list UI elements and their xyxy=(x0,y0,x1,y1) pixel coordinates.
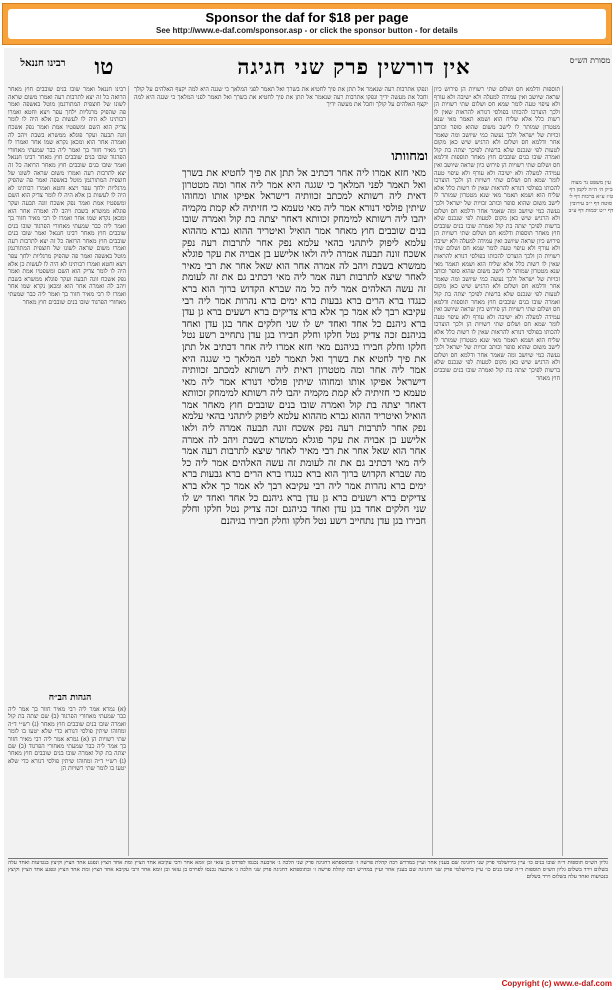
bottom-notes xyxy=(8,860,608,964)
right-commentary xyxy=(434,86,560,856)
commentary-header: רבינו חננאל xyxy=(20,58,66,69)
sponsor-banner[interactable] xyxy=(2,3,612,45)
bottom-notes-text: גליון הש״ס תוספות ד״ה שובו בנים כו׳ עיין בירושלמי פרק שני דחגיגה שם בענין אחר ועיין במדרש רבה קהלת פרשה ז׳ ובתוספתא דחגיגה פרק שני הלכה ג׳ ארבעה נכנסו לפרדס בן עזאי ובן זומא אחר ורבי עקיבא אחד הציץ ומת אחד הציץ ונפגע אחד הציץ וקיצץ בנטיעות ואחד עלה בשלום וירד בשלום xyxy=(8,860,608,873)
sponsor-title[interactable]: Sponsor the daf for $18 per page xyxy=(205,10,409,25)
right-commentary-text: תוספות ודלמא חס ושלום שתי רשויות הן פירוש כיון שראה שיושב ואין עמידה למעלה ולא ישיבה ולא עורף ולא עיפוי טעה לומר שמא חס ושלום שתי רשויות הן ולכך הוצרכו להכותו בפולסי דנורא להראות שאין לו רשות כלל אלא שליח הוא ושמא תאמר מאי שנא מטטרון שמותר לו לישב משום שהוא סופר וכותב זכויות של ישראל ולכך נעשה כמי שיושב ומה שאמר אחר ודלמא חס ושלום ולא הרגיש שיש כאן מקום לטעות לפי שנכנס שלא ברשות לפיכך יצתה בת קול ואמרה שובו בנים שובבים חוץ מאחר xyxy=(434,86,560,162)
gemara-text-body: מאי חזא אמרו ליה אחר דכתיב אל תתן את פיך לחטיא את בשרך ואל תאמר לפני המלאך כי שגגה היא אמר ליה אחר ומה מטטרון דאית ליה רשותא למכתב זכוותיה דישראל אפיקו אותו ומחוהו שיתין פולסי דנורא אמר ליה מאי טעמא כי חזיתיה לא קמת מקמיה יהבו ליה רשותא למימחק זכוותא דאחר יצתה בת קול ואמרה שובו בנים שובבים חוץ מאחר אמר הואיל ואיטריד ההוא גברא מההוא עלמא ליפוק ליתהני בהאי עלמא נפק אחר לתרבות רעה נפק אשכח זונה תבעה אמרה ליה ולאו אלישע בן אבויה את עקר פוגלא ממשרא בשבת ויהב לה אמרה אחר הוא שאל אחר את רבי מאיר לאחר שיצא לתרבות רעה אמר ליה מאי דכתיב גם את זה לעומת זה עשה האלהים אמר ליה כל מה שברא הקדוש ברוך הוא ברא כנגדו ברא הרים ברא גבעות ברא ימים ברא נהרות אמר ליה רבי עקיבא רבך לא אמר כך אלא ברא צדיקים ברא רשעים ברא גן עדן ברא גיהנם כל אחד ואחד יש לו שני חלקים אחד בגן עדן ואחד בגיהנם זכה צדיק נטל חלקו וחלק חבירו בגן עדן נתחייב רשע נטל חלקו וחלק חבירו בגיהנם xyxy=(182,168,426,353)
gloss-text-body-continued: (א) גמרא אמר ליה רבי מאיר חזור בך אמר ליה כבר שמעתי מאחורי הפרגוד (ב) שם יצתה בת קול ואמרה שובו בנים שובבים חוץ מאחר (ג) רש״י ד״ה ומחוהו שיתין פולסי דנורא כדי שלא יטעו בו לומר שתי רשויות הן xyxy=(8,735,126,773)
copyright-link[interactable]: Copyright (c) www.e-daf.com xyxy=(501,979,612,988)
margin-references: עין משפט נר מצוה ב״ק ה׳ ה״ה לקמן דף ט״ז ע״א ברכות דף ל׳ סוטה דף י״ב עירובין דף י״ט יבמות דף ע״ב xyxy=(568,180,614,214)
column-divider xyxy=(432,86,433,856)
page-title: אין דורשין פרק שני חגיגה xyxy=(237,54,471,79)
gloss-title: הגהות הב״ח xyxy=(48,693,92,703)
gemara-text-body-continued: מאי חזא אמרו ליה אחר דכתיב אל תתן את פיך לחטיא את בשרך ואל תאמר לפני המלאך כי שגגה היא אמר ליה אחר ומה מטטרון דאית ליה רשותא למכתב זכוותיה דישראל אפיקו אותו ומחוהו שיתין פולסי דנורא אמר ליה מאי טעמא כי חזיתיה לא קמת מקמיה יהבו ליה רשותא למימחק זכוותא דאחר יצתה בת קול ואמרה שובו בנים שובבים חוץ מאחר אמר הואיל ואיטריד ההוא גברא מההוא עלמא ליפוק ליתהני בהאי עלמא נפק אחר לתרבות רעה נפק אשכח זונה תבעה אמרה ליה ולאו אלישע בן אבויה את עקר פוגלא ממשרא בשבת ויהב לה אמרה אחר הוא שאל אחר את רבי מאיר לאחר שיצא לתרבות רעה אמר ליה מאי דכתיב גם את זה לעומת זה עשה האלהים אמר ליה כל מה שברא הקדוש ברוך הוא ברא כנגדו ברא הרים ברא גבעות ברא ימים ברא נהרות אמר ליה רבי עקיבא רבך לא אמר כך אלא ברא צדיקים ברא רשעים ברא גן עדן ברא גיהנם כל אחד ואחד יש לו שני חלקים אחד בגן עדן ואחד בגיהנם זכה צדיק נטל חלקו וחלק חבירו בגן עדן נתחייב רשע נטל חלקו וחלק חבירו בגיהנם xyxy=(182,341,426,527)
gloss-text-body: (א) גמרא אמר ליה רבי מאיר חזור בך אמר ליה כבר שמעתי מאחורי הפרגוד (ב) שם יצתה בת קול ואמרה שובו בנים שובבים חוץ מאחר (ג) רש״י ד״ה ומחוהו שיתין פולסי דנורא כדי שלא יטעו בו לומר שתי רשויות הן xyxy=(8,706,126,743)
right-commentary-text-continued: תוספות ודלמא חס ושלום שתי רשויות הן פירוש כיון שראה שיושב ואין עמידה למעלה ולא ישיבה ולא עורף ולא עיפוי טעה לומר שמא חס ושלום שתי רשויות הן ולכך הוצרכו להכותו בפולסי דנורא להראות שאין לו רשות כלל אלא שליח הוא ושמא תאמר מאי שנא מטטרון שמותר לו לישב משום שהוא סופר וכותב זכויות של ישראל ולכך נעשה כמי שיושב ומה שאמר אחר ודלמא חס ושלום ולא הרגיש שיש כאן מקום לטעות לפי שנכנס שלא ברשות לפיכך יצתה בת קול ואמרה שובו בנים שובבים חוץ מאחר xyxy=(434,154,560,238)
sponsor-banner-inner[interactable] xyxy=(8,9,606,39)
left-commentary-text-continued-2: רבינו חננאל ואמר שובו בנים שובבים חוץ מאחר הרואה כל זה יצא לתרבות רעה ואמרו משום שראה לשונו של חוצפית המתורגמן מוטל באשפה ואמר פה שהפיק מרגליות ילחך עפר ויצא וחטא ואמרו רבותינו לא היה לו לעשות כן אלא היה לו לומר צדיק הוא השם ומשפטיו אמת ואמר נפק אשכח זונה תבעה ועקר פוגלא ממשרא בשבת ויהב לה ואמרה אחר הוא ומכאן נקרא שמו אחר ואמרו לו רבי מאיר חזור בך ואמר ליה כבר שמעתי מאחורי הפרגוד שובו בנים שובבים חוץ מאחר xyxy=(8,230,126,306)
left-commentary-text-continued: רבינו חננאל ואמר שובו בנים שובבים חוץ מאחר הרואה כל זה יצא לתרבות רעה ואמרו משום שראה לשונו של חוצפית המתורגמן מוטל באשפה ואמר פה שהפיק מרגליות ילחך עפר ויצא וחטא ואמרו רבותינו לא היה לו לעשות כן אלא היה לו לומר צדיק הוא השם ומשפטיו אמת ואמר נפק אשכח זונה תבעה ועקר פוגלא ממשרא בשבת ויהב לה ואמרה אחר הוא ומכאן נקרא שמו אחר ואמרו לו רבי מאיר חזור בך ואמר ליה כבר שמעתי מאחורי הפרגוד שובו בנים שובבים חוץ מאחר xyxy=(8,154,126,238)
right-commentary-text-continued-3: תוספות ודלמא חס ושלום שתי רשויות הן פירוש כיון שראה שיושב ואין עמידה למעלה ולא ישיבה ולא עורף ולא עיפוי טעה לומר שמא חס ושלום שתי רשויות הן ולכך הוצרכו להכותו בפולסי דנורא להראות שאין לו רשות כלל אלא שליח הוא ושמא תאמר מאי שנא מטטרון שמותר לו לישב משום שהוא סופר וכותב זכויות של ישראל ולכך נעשה כמי שיושב ומה שאמר אחר ודלמא חס ושלום ולא הרגיש שיש כאן מקום לטעות לפי שנכנס שלא ברשות לפיכך יצתה בת קול ואמרה שובו בנים שובבים חוץ מאחר xyxy=(434,298,560,382)
sponsor-subtitle[interactable]: See http://www.e-daf.com/sponsor.asp - or click the sponsor button - for details xyxy=(156,26,458,35)
rashi-text: ונפקו אתרבות רעה שנאמר אל תתן את פיך לחטיא את בשרך ואל תאמר לפני המלאך כי שגגה היא למה יקצף האלהים על קולך וחבל את מעשה ידיך xyxy=(134,86,428,101)
column-divider xyxy=(128,86,129,856)
daf-number: טו xyxy=(94,54,114,80)
column-divider xyxy=(562,86,563,856)
right-commentary-text-continued-2: תוספות ודלמא חס ושלום שתי רשויות הן פירוש כיון שראה שיושב ואין עמידה למעלה ולא ישיבה ולא עורף ולא עיפוי טעה לומר שמא חס ושלום שתי רשויות הן ולכך הוצרכו להכותו בפולסי דנורא להראות שאין לו רשות כלל אלא שליח הוא ושמא תאמר מאי שנא מטטרון שמותר לו לישב משום שהוא סופר וכותב זכויות של ישראל ולכך נעשה כמי שיושב ומה שאמר אחר ודלמא חס ושלום ולא הרגיש שיש כאן מקום לטעות לפי שנכנס שלא ברשות לפיכך יצתה בת קול ואמרה שובו בנים שובבים חוץ מאחר xyxy=(434,230,560,306)
left-commentary xyxy=(8,86,126,686)
rashi-text-continued: ונפקו אתרבות רעה שנאמר אל תתן את פיך לחטיא את בשרך ואל תאמר לפני המלאך כי שגגה היא למה יקצף האלהים על קולך וחבל את מעשה ידיך xyxy=(134,93,428,109)
rashi-top xyxy=(134,86,428,146)
masechet-label: מסורת הש״ס xyxy=(569,56,611,65)
gloss-text xyxy=(8,706,126,856)
bottom-divider xyxy=(8,858,608,859)
main-opening-word: ומחוותו xyxy=(391,149,428,164)
gemara-text xyxy=(182,168,426,856)
bottom-notes-text-continued: גליון הש״ס תוספות ד״ה שובו בנים כו׳ עיין בירושלמי פרק שני דחגיגה שם בענין אחר ועיין במדרש רבה קהלת פרשה ז׳ ובתוספתא דחגיגה פרק שני הלכה ג׳ ארבעה נכנסו לפרדס בן עזאי ובן זומא אחר ורבי עקיבא אחד הציץ ומת אחד הציץ ונפגע אחד הציץ וקיצץ בנטיעות ואחד עלה בשלום וירד בשלום xyxy=(8,867,608,880)
left-commentary-text: רבינו חננאל ואמר שובו בנים שובבים חוץ מאחר הרואה כל זה יצא לתרבות רעה ואמרו משום שראה לשונו של חוצפית המתורגמן מוטל באשפה ואמר פה שהפיק מרגליות ילחך עפר ויצא וחטא ואמרו רבותינו לא היה לו לעשות כן אלא היה לו לומר צדיק הוא השם ומשפטיו אמת ואמר נפק אשכח זונה תבעה ועקר פוגלא ממשרא בשבת ויהב לה ואמרה אחר הוא ומכאן נקרא שמו אחר ואמרו לו רבי מאיר חזור בך ואמר ליה כבר שמעתי מאחורי הפרגוד שובו בנים שובבים חוץ מאחר xyxy=(8,86,126,162)
